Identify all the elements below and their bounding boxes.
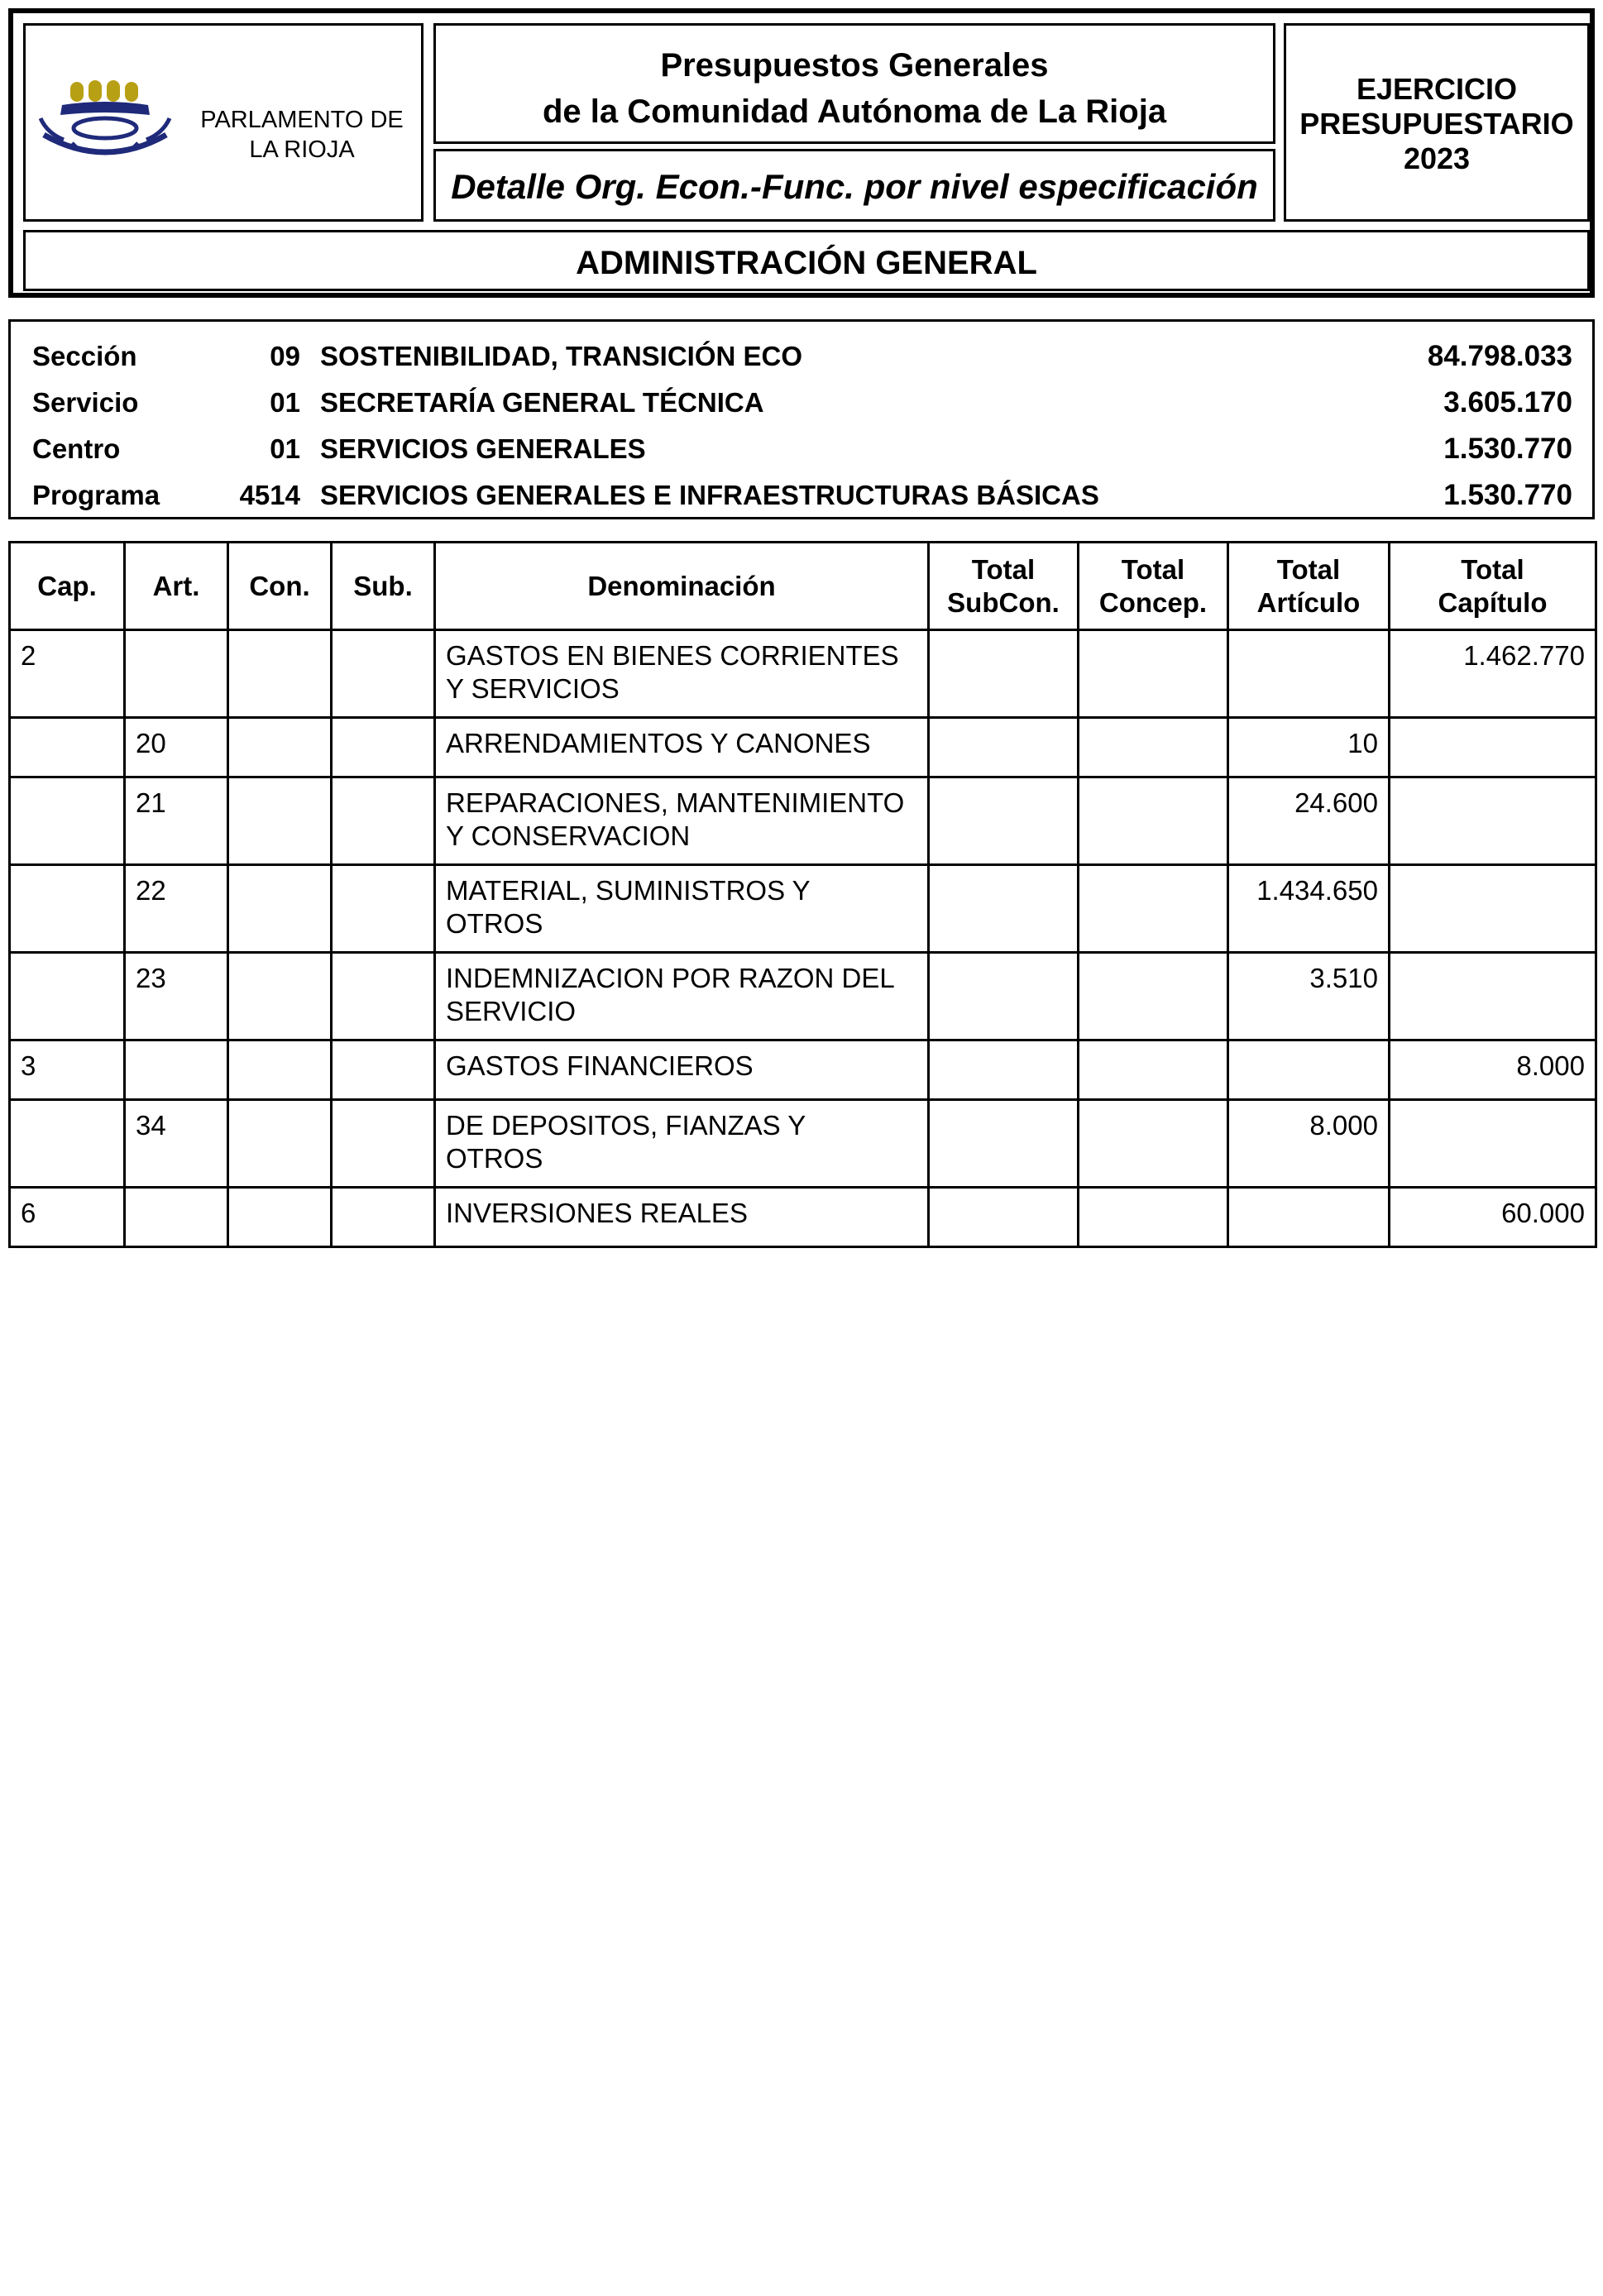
cell-denominacion (435, 1188, 929, 1247)
header-line: Total (1461, 553, 1524, 585)
cell-art (125, 1188, 228, 1247)
cell-denominacion (435, 953, 929, 1040)
cell-con (228, 953, 332, 1040)
cell-total-capitulo: 1.462.770 (1390, 630, 1596, 718)
col-header-sub: Sub. (332, 543, 435, 630)
info-name: SOSTENIBILIDAD, TRANSICIÓN ECO (320, 341, 803, 371)
cell-total-capitulo (1390, 865, 1596, 953)
info-label: Centro (32, 433, 121, 464)
cell-total-subcon (929, 630, 1079, 718)
cell-denominacion (435, 630, 929, 718)
header-line: Total (971, 553, 1036, 585)
header-line: Artículo (1256, 586, 1361, 618)
title-line1: Presupuestos Generales (660, 47, 1049, 84)
col-header-total-concep (1079, 543, 1228, 630)
logo-text (194, 105, 409, 165)
cell-total-articulo (1228, 630, 1390, 718)
table-row (10, 1188, 1596, 1247)
cell-con (228, 1100, 332, 1188)
info-amount: 1.530.770 (1443, 433, 1572, 465)
cell-total-articulo: 3.510 (1228, 953, 1390, 1040)
cell-total-concep (1079, 953, 1228, 1040)
title-line2: de la Comunidad Autónoma de La Rioja (542, 93, 1167, 130)
den-line: INDEMNIZACION POR RAZON DEL (446, 963, 895, 993)
cell-total-concep (1079, 1100, 1228, 1188)
cell-art: 21 (125, 777, 228, 865)
cell-total-capitulo (1390, 953, 1596, 1040)
logo-text-line1: PARLAMENTO DE (200, 107, 404, 133)
cell-denominacion (435, 777, 929, 865)
den-line: OTROS (446, 1143, 543, 1174)
cell-total-capitulo: 8.000 (1390, 1040, 1596, 1100)
info-code: 01 (270, 387, 300, 418)
col-header-cap: Cap. (10, 543, 125, 630)
col-header-total-articulo (1228, 543, 1390, 630)
cell-denominacion (435, 1100, 929, 1188)
cell-con (228, 865, 332, 953)
col-header-con: Con. (228, 543, 332, 630)
title-panel (433, 23, 1275, 144)
cell-cap (10, 1100, 125, 1188)
den-line: INVERSIONES REALES (446, 1198, 748, 1228)
cell-total-concep (1079, 865, 1228, 953)
cell-denominacion (435, 1040, 929, 1100)
info-name: SERVICIOS GENERALES E INFRAESTRUCTURAS BÁSICAS (320, 480, 1099, 510)
table-row (10, 777, 1596, 865)
cell-sub (332, 1100, 435, 1188)
parliament-logo-icon (39, 77, 188, 173)
cell-cap (10, 718, 125, 777)
info-code: 4514 (239, 480, 300, 510)
cell-total-articulo: 10 (1228, 718, 1390, 777)
cell-total-concep (1079, 1040, 1228, 1100)
cell-art (125, 1040, 228, 1100)
document-title (436, 42, 1273, 135)
info-name: SERVICIOS GENERALES (320, 433, 646, 464)
cell-con (228, 1040, 332, 1100)
header-line: Total (1121, 553, 1185, 585)
year-line2: PRESUPUESTARIO (1299, 107, 1574, 141)
cell-total-capitulo: 60.000 (1390, 1188, 1596, 1247)
cell-total-articulo: 24.600 (1228, 777, 1390, 865)
year-line3: 2023 (1403, 141, 1471, 175)
info-code: 01 (270, 433, 300, 464)
info-code: 09 (270, 341, 300, 371)
cell-con (228, 630, 332, 718)
cell-cap: 6 (10, 1188, 125, 1247)
cell-cap: 2 (10, 630, 125, 718)
cell-art: 34 (125, 1100, 228, 1188)
cell-cap (10, 953, 125, 1040)
cell-total-concep (1079, 777, 1228, 865)
den-line: DE DEPOSITOS, FIANZAS Y (446, 1110, 806, 1141)
cell-total-subcon (929, 1100, 1079, 1188)
table-row (10, 1040, 1596, 1100)
cell-sub (332, 953, 435, 1040)
den-line: Y CONSERVACION (446, 820, 691, 851)
cell-total-subcon (929, 865, 1079, 953)
cell-total-subcon (929, 953, 1079, 1040)
cell-sub (332, 718, 435, 777)
info-amount: 1.530.770 (1443, 479, 1572, 511)
den-line: GASTOS FINANCIEROS (446, 1050, 754, 1081)
cell-total-articulo (1228, 1040, 1390, 1100)
cell-total-capitulo (1390, 777, 1596, 865)
info-row-seccion (11, 333, 1592, 380)
header-line: Total (1276, 553, 1341, 585)
document-subtitle: Detalle Org. Econ.-Func. por nivel especificación (451, 167, 1258, 206)
cell-sub (332, 630, 435, 718)
col-header-total-subcon (929, 543, 1079, 630)
budget-table (8, 541, 1597, 1248)
table-row (10, 865, 1596, 953)
table-row (10, 630, 1596, 718)
cell-cap (10, 865, 125, 953)
table-row (10, 953, 1596, 1040)
info-label: Sección (32, 341, 137, 371)
cell-total-subcon (929, 777, 1079, 865)
cell-art: 20 (125, 718, 228, 777)
den-line: Y SERVICIOS (446, 673, 620, 704)
cell-sub (332, 1040, 435, 1100)
info-row-centro (11, 426, 1592, 472)
col-header-art: Art. (125, 543, 228, 630)
fiscal-year (1286, 72, 1587, 176)
cell-denominacion (435, 718, 929, 777)
document-header (8, 8, 1595, 298)
cell-art (125, 630, 228, 718)
cell-total-articulo: 8.000 (1228, 1100, 1390, 1188)
cell-total-subcon (929, 718, 1079, 777)
cell-total-concep (1079, 1188, 1228, 1247)
cell-denominacion (435, 865, 929, 953)
den-line: SERVICIO (446, 996, 577, 1026)
den-line: MATERIAL, SUMINISTROS Y (446, 875, 811, 906)
subtitle-panel (433, 149, 1275, 222)
cell-cap: 3 (10, 1040, 125, 1100)
header-line: Capítulo (1438, 586, 1548, 618)
cell-total-capitulo (1390, 718, 1596, 777)
col-header-total-capitulo (1390, 543, 1596, 630)
info-amount: 84.798.033 (1427, 340, 1572, 372)
cell-con (228, 1188, 332, 1247)
den-line: GASTOS EN BIENES CORRIENTES (446, 640, 899, 671)
info-amount: 3.605.170 (1443, 386, 1572, 419)
cell-cap (10, 777, 125, 865)
info-name: SECRETARÍA GENERAL TÉCNICA (320, 387, 764, 418)
cell-total-concep (1079, 718, 1228, 777)
year-panel (1284, 23, 1590, 222)
admin-title: ADMINISTRACIÓN GENERAL (576, 245, 1037, 281)
cell-total-articulo: 1.434.650 (1228, 865, 1390, 953)
col-header-denominacion: Denominación (435, 543, 929, 630)
cell-total-capitulo (1390, 1100, 1596, 1188)
admin-panel (23, 230, 1590, 291)
info-row-programa (11, 472, 1592, 519)
info-label: Programa (32, 480, 160, 510)
cell-sub (332, 777, 435, 865)
cell-total-subcon (929, 1188, 1079, 1247)
header-line: Concep. (1098, 586, 1208, 618)
cell-con (228, 718, 332, 777)
cell-sub (332, 1188, 435, 1247)
cell-total-articulo (1228, 1188, 1390, 1247)
den-line: ARRENDAMIENTOS Y CANONES (446, 728, 871, 758)
table-header-row (10, 543, 1596, 630)
logo-panel (23, 23, 423, 222)
table-row (10, 1100, 1596, 1188)
den-line: REPARACIONES, MANTENIMIENTO (446, 787, 905, 818)
cell-art: 22 (125, 865, 228, 953)
den-line: OTROS (446, 908, 543, 939)
table-row (10, 718, 1596, 777)
cell-con (228, 777, 332, 865)
info-label: Servicio (32, 387, 139, 418)
logo-text-line2: LA RIOJA (249, 136, 355, 163)
info-row-servicio (11, 380, 1592, 426)
cell-total-concep (1079, 630, 1228, 718)
year-line1: EJERCICIO (1356, 72, 1518, 106)
header-line: SubCon. (947, 586, 1060, 618)
cell-sub (332, 865, 435, 953)
organization-info (8, 319, 1595, 519)
cell-art: 23 (125, 953, 228, 1040)
cell-total-subcon (929, 1040, 1079, 1100)
